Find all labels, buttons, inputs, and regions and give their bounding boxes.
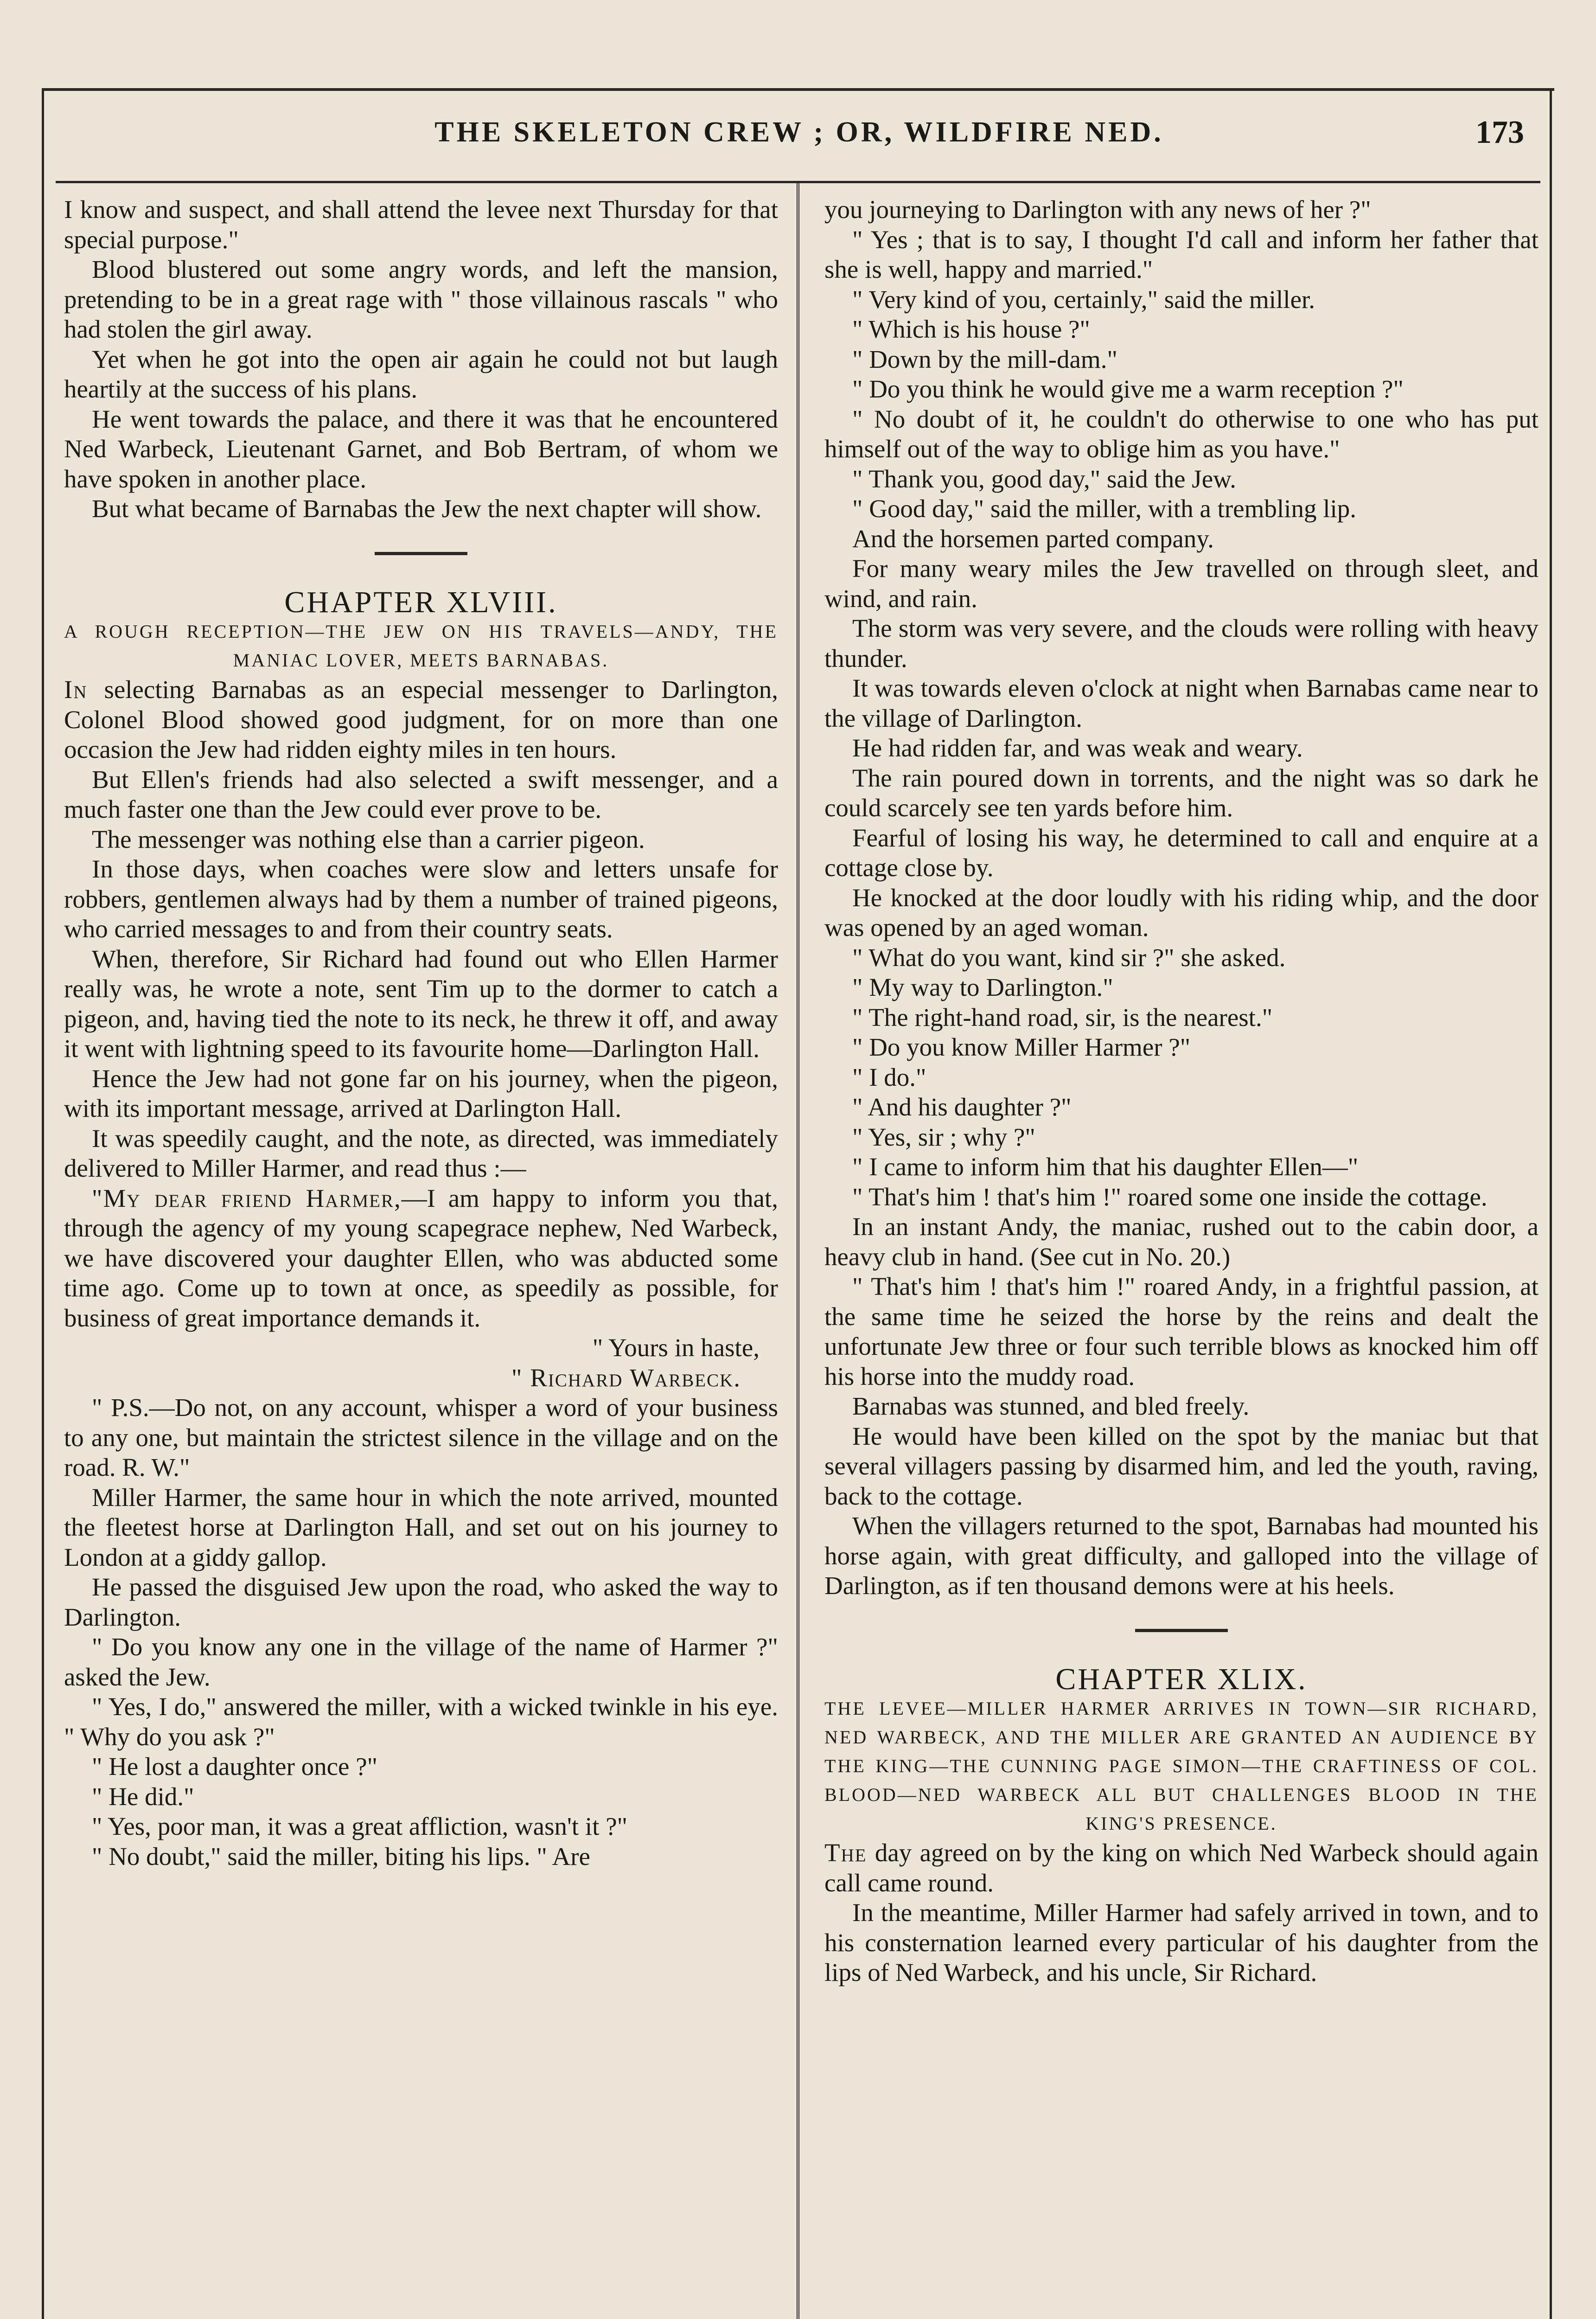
paragraph: He would have been killed on the spot by the maniac but that several villagers passing by disarmed him, and led the youth, raving, back to the cottage. [824,1422,1539,1510]
right-column [824,195,1539,2319]
chapter-heading: CHAPTER XLIX. [1055,1662,1308,1696]
paragraph: " Do you know Miller Harmer ?" [852,1033,1191,1061]
paragraph: He went towards the palace, and there it was that he encountered Ned Warbeck, Lieutenant Garnet, and Bob Bertram, of whom we have spoken in another place. [64,404,778,493]
chapter-synopsis: A ROUGH RECEPTION—THE JEW ON HIS TRAVELS—ANDY, THE MANIAC LOVER, MEETS BARNABAS. [64,621,778,671]
frame-left-rule [42,88,44,2319]
paragraph: " Yes, I do," answered the miller, with a wicked twinkle in his eye. " Why do you ask ?" [64,1692,778,1751]
paragraph: Miller Harmer, the same hour in which the note arrived, mounted the fleetest horse at Darlington Hall, and set out on his journey to London at a giddy gallop. [64,1483,778,1571]
running-title: THE SKELETON CREW ; OR, WILDFIRE NED. [434,116,1164,148]
letter-text: —I am happy to inform you that, through the agency of my young scapegrace nephew, Ned Warbeck, we have discovered your daughter Ellen, who was abducted some time ago. Come up to town at once, as speedily as possible, for business of great importance demands it. [64,1184,778,1332]
paragraph: " Which is his house ?" [852,315,1090,343]
paragraph: I know and suspect, and shall attend the levee next Thursday for that special purpose." [64,195,778,254]
paragraph: " He lost a daughter once ?" [92,1752,378,1781]
paragraph: Yet when he got into the open air again he could not but laugh heartily at the success of his plans. [64,345,778,403]
chapter-synopsis: THE LEVEE—MILLER HARMER ARRIVES IN TOWN—SIR RICHARD, NED WARBECK, AND THE MILLER ARE GRANTED AN AUDIENCE BY THE KING—THE CUNNING PAGE SIMON—THE CRAFTINESS OF COL. BLOOD—NED WARBECK ALL BUT CHALLENGES BLOOD IN THE KING'S PRESENCE. [824,1698,1539,1834]
paragraph: " Do you think he would give me a warm reception ?" [852,375,1404,403]
opening-text: day agreed on by the king on which Ned Warbeck should again call came round. [824,1839,1539,1897]
paragraph: " That's him ! that's him !" roared Andy, in a frightful passion, at the same time he seized the horse by the reins and dealt the unfortunate Jew three or four such terrible blows as knocked him off his horse into the muddy road. [824,1272,1539,1390]
paragraph: " Very kind of you, certainly," said the miller. [852,285,1315,314]
chapter-opening-paragraph [824,1838,1539,1898]
paragraph: Hence the Jew had not gone far on his journey, when the pigeon, with its important message, arrived at Darlington Hall. [64,1064,778,1122]
paragraph: Barnabas was stunned, and bled freely. [852,1392,1250,1420]
paragraph: " Yes, sir ; why ?" [852,1122,1035,1151]
page-header [65,111,1533,167]
letter-signature: " Richard Warbeck. [511,1363,741,1392]
paragraph: " And his daughter ?" [852,1093,1072,1121]
paragraph: In an instant Andy, the maniac, rushed out to the cabin door, a heavy club in hand. (See cut in No. 20.) [824,1212,1539,1271]
paragraph: " What do you want, kind sir ?" she asked. [852,943,1286,972]
paragraph: In the meantime, Miller Harmer had safely arrived in town, and to his consternation learned every particular of his daughter from the lips of Ned Warbeck, and his uncle, Sir Richard. [824,1898,1539,1986]
section-divider [1135,1629,1228,1632]
frame-right-rule [1550,88,1552,2319]
paragraph: The storm was very severe, and the clouds were rolling with heavy thunder. [824,614,1539,673]
paragraph: When, therefore, Sir Richard had found out who Ellen Harmer really was, he wrote a note, sent Tim up to the dormer to catch a pigeon, and, having tied the note to its neck, he threw it off, and away it went with lightning speed to its favourite home—Darlington Hall. [64,944,778,1063]
letter-body [64,1184,778,1333]
frame-top-rule [42,88,1554,91]
paragraph: " No doubt of it, he couldn't do otherwise to one who has put himself out of the way to oblige him as you have." [824,404,1539,463]
opening-word: In [64,675,88,704]
chapter-heading: CHAPTER XLVIII. [284,585,558,619]
paragraph: " He did." [92,1782,194,1811]
paragraph: " I came to inform him that his daughter Ellen—" [852,1153,1359,1181]
paragraph: " My way to Darlington." [852,973,1113,1001]
paragraph: " I do." [852,1063,926,1091]
paragraph: He passed the disguised Jew upon the road, who asked the way to Darlington. [64,1573,778,1631]
letter-salutation: "My dear friend Harmer, [92,1184,402,1212]
paragraph: you journeying to Darlington with any news of her ?" [824,195,1371,224]
paragraph: Blood blustered out some angry words, and left the mansion, pretending to be in a great rage with " those villainous rascals " who had stolen the girl away. [64,255,778,343]
paragraph: And the horsemen parted company. [852,524,1214,553]
left-column [64,195,778,2319]
opening-word: The [824,1839,867,1867]
paragraph: He had ridden far, and was weak and weary. [852,734,1303,762]
page-number: 173 [1475,115,1524,150]
column-divider [797,183,803,2319]
paragraph: " That's him ! that's him !" roared some one inside the cottage. [852,1182,1487,1211]
paragraph: " Yes ; that is to say, I thought I'd call and inform her father that she is well, happy and married." [824,225,1539,283]
paragraph: When the villagers returned to the spot, Barnabas had mounted his horse again, with great difficulty, and galloped into the village of Darlington, as if ten thousand demons were at his heels. [824,1512,1539,1600]
paragraph: For many weary miles the Jew travelled on through sleet, and wind, and rain. [824,554,1539,613]
paragraph: " Down by the mill-dam." [852,345,1117,373]
opening-text: selecting Barnabas as an especial messenger to Darlington, Colonel Blood showed good judgment, for on more than one occasion the Jew had ridden eighty miles in ten hours. [64,675,778,763]
paragraph: It was towards eleven o'clock at night when Barnabas came near to the village of Darlington. [824,674,1539,732]
paragraph: The messenger was nothing else than a carrier pigeon. [92,825,645,853]
paragraph: " No doubt," said the miller, biting his lips. " Are [92,1842,590,1871]
paragraph: It was speedily caught, and the note, as directed, was immediately delivered to Miller Harmer, and read thus :— [64,1124,778,1182]
postscript: " P.S.—Do not, on any account, whisper a word of your business to any one, but maintain the strictest silence in the village and on the road. R. W." [64,1393,778,1481]
paragraph: Fearful of losing his way, he determined to call and enquire at a cottage close by. [824,823,1539,882]
chapter-opening-paragraph [64,675,778,765]
paragraph: He knocked at the door loudly with his riding whip, and the door was opened by an aged woman. [824,883,1539,942]
paragraph: But what became of Barnabas the Jew the next chapter will show. [92,494,762,523]
letter-closing: " Yours in haste, [592,1333,760,1362]
paragraph: " Good day," said the miller, with a trembling lip. [852,494,1357,523]
paragraph: In those days, when coaches were slow and letters unsafe for robbers, gentlemen always had by them a number of trained pigeons, who carried messages to and from their country seats. [64,855,778,943]
paragraph: " Yes, poor man, it was a great affliction, wasn't it ?" [92,1812,628,1840]
paragraph: The rain poured down in torrents, and the night was so dark he could scarcely see ten yards before him. [824,763,1539,822]
paragraph: " The right-hand road, sir, is the nearest." [852,1003,1273,1031]
paragraph: But Ellen's friends had also selected a swift messenger, and a much faster one than the Jew could ever prove to be. [64,765,778,823]
paragraph: " Thank you, good day," said the Jew. [852,464,1237,493]
paragraph: " Do you know any one in the village of the name of Harmer ?" asked the Jew. [64,1633,778,1691]
section-divider [375,552,467,555]
